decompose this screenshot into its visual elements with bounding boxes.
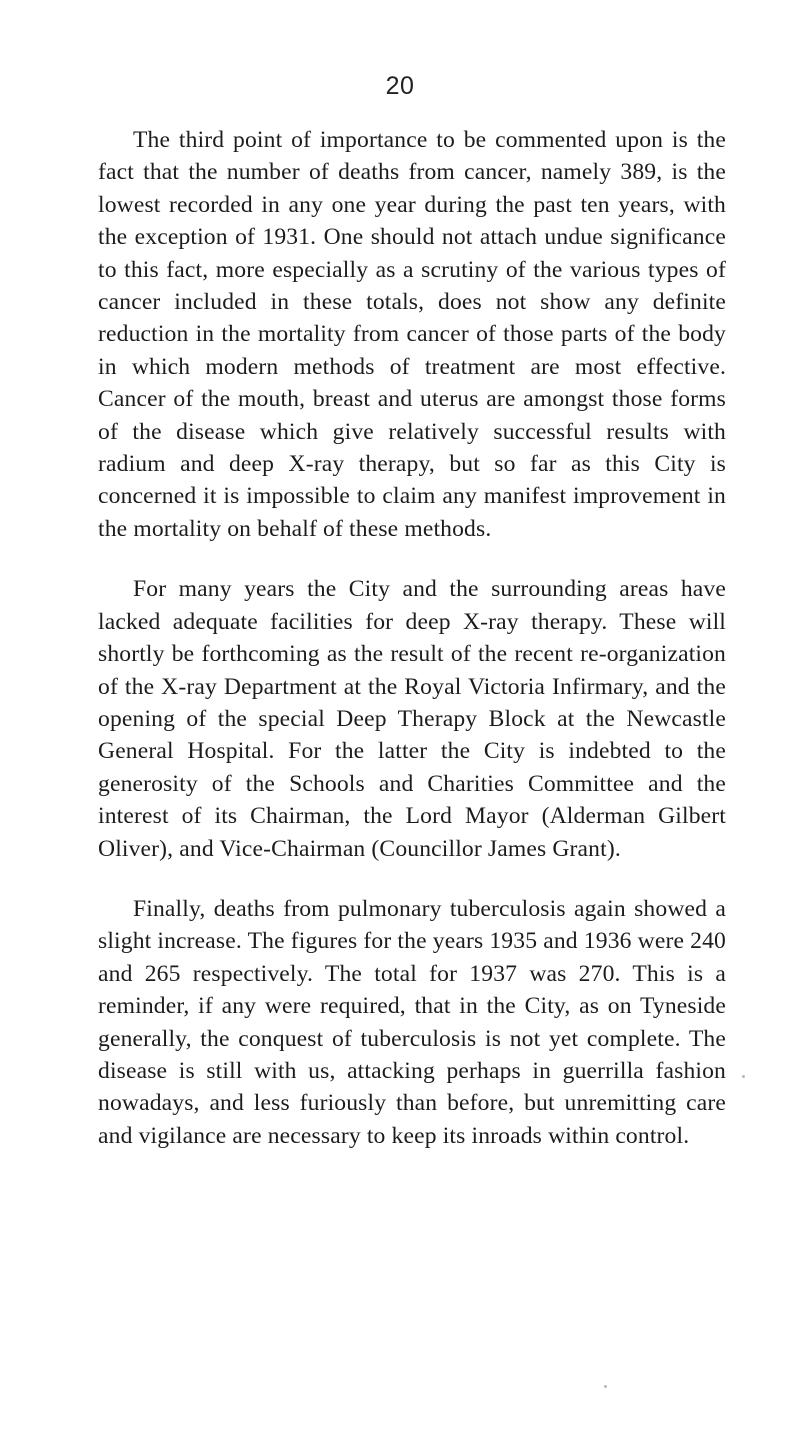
scan-speck bbox=[742, 1075, 745, 1078]
body-text bbox=[98, 124, 726, 1152]
paragraph-xray-facilities: For many years the City and the surrounding areas have lacked adequate facilities for deep X-ray therapy. These will shortly be forthcoming as the result of the recent re-organization of the X-ray Department at the Royal Victoria Infirmary, and the opening of the special Deep Therapy Block at the Newcastle General Hospital. For the latter the City is indebted to the generosity of the Schools and Charities Committee and the interest of its Chairman, the Lord Mayor (Alderman Gilbert Oliver), and Vice-Chairman (Councillor James Grant). bbox=[98, 576, 726, 862]
paragraph-tuberculosis: Finally, deaths from pulmonary tuberculosis again showed a slight increase. The figures for the years 1935 and 1936 were 240 and 265 respectively. The total for 1937 was 270. This is a reminder, if any were required, that in the City, as on Tyneside generally, the conquest of tuberculosis is not yet complete. The disease is still with us, attacking perhaps in guerrilla fashion nowadays, and less furiously than before, but unremitting care and vigilance are necessary to keep its inroads within control. bbox=[98, 895, 726, 1149]
page-number: 20 bbox=[385, 72, 415, 100]
scan-speck bbox=[604, 1385, 607, 1388]
paragraph-cancer-deaths: The third point of importance to be commented upon is the fact that the number of deaths from cancer, namely 389, is the lowest recorded in any one year during the past ten years, with the exception of 1931. One should not attach undue significance to this fact, more especially as a scrutiny of the various types of cancer included in these totals, does not show any definite reduction in the mortality from cancer of those parts of the body in which modern methods of treatment are most effective. Cancer of the mouth, breast and uterus are amongst those forms of the disease which give relatively successful results with radium and deep X-ray therapy, but so far as this City is concerned it is impossible to claim any manifest improvement in the mortality on behalf of these methods. bbox=[98, 127, 726, 542]
